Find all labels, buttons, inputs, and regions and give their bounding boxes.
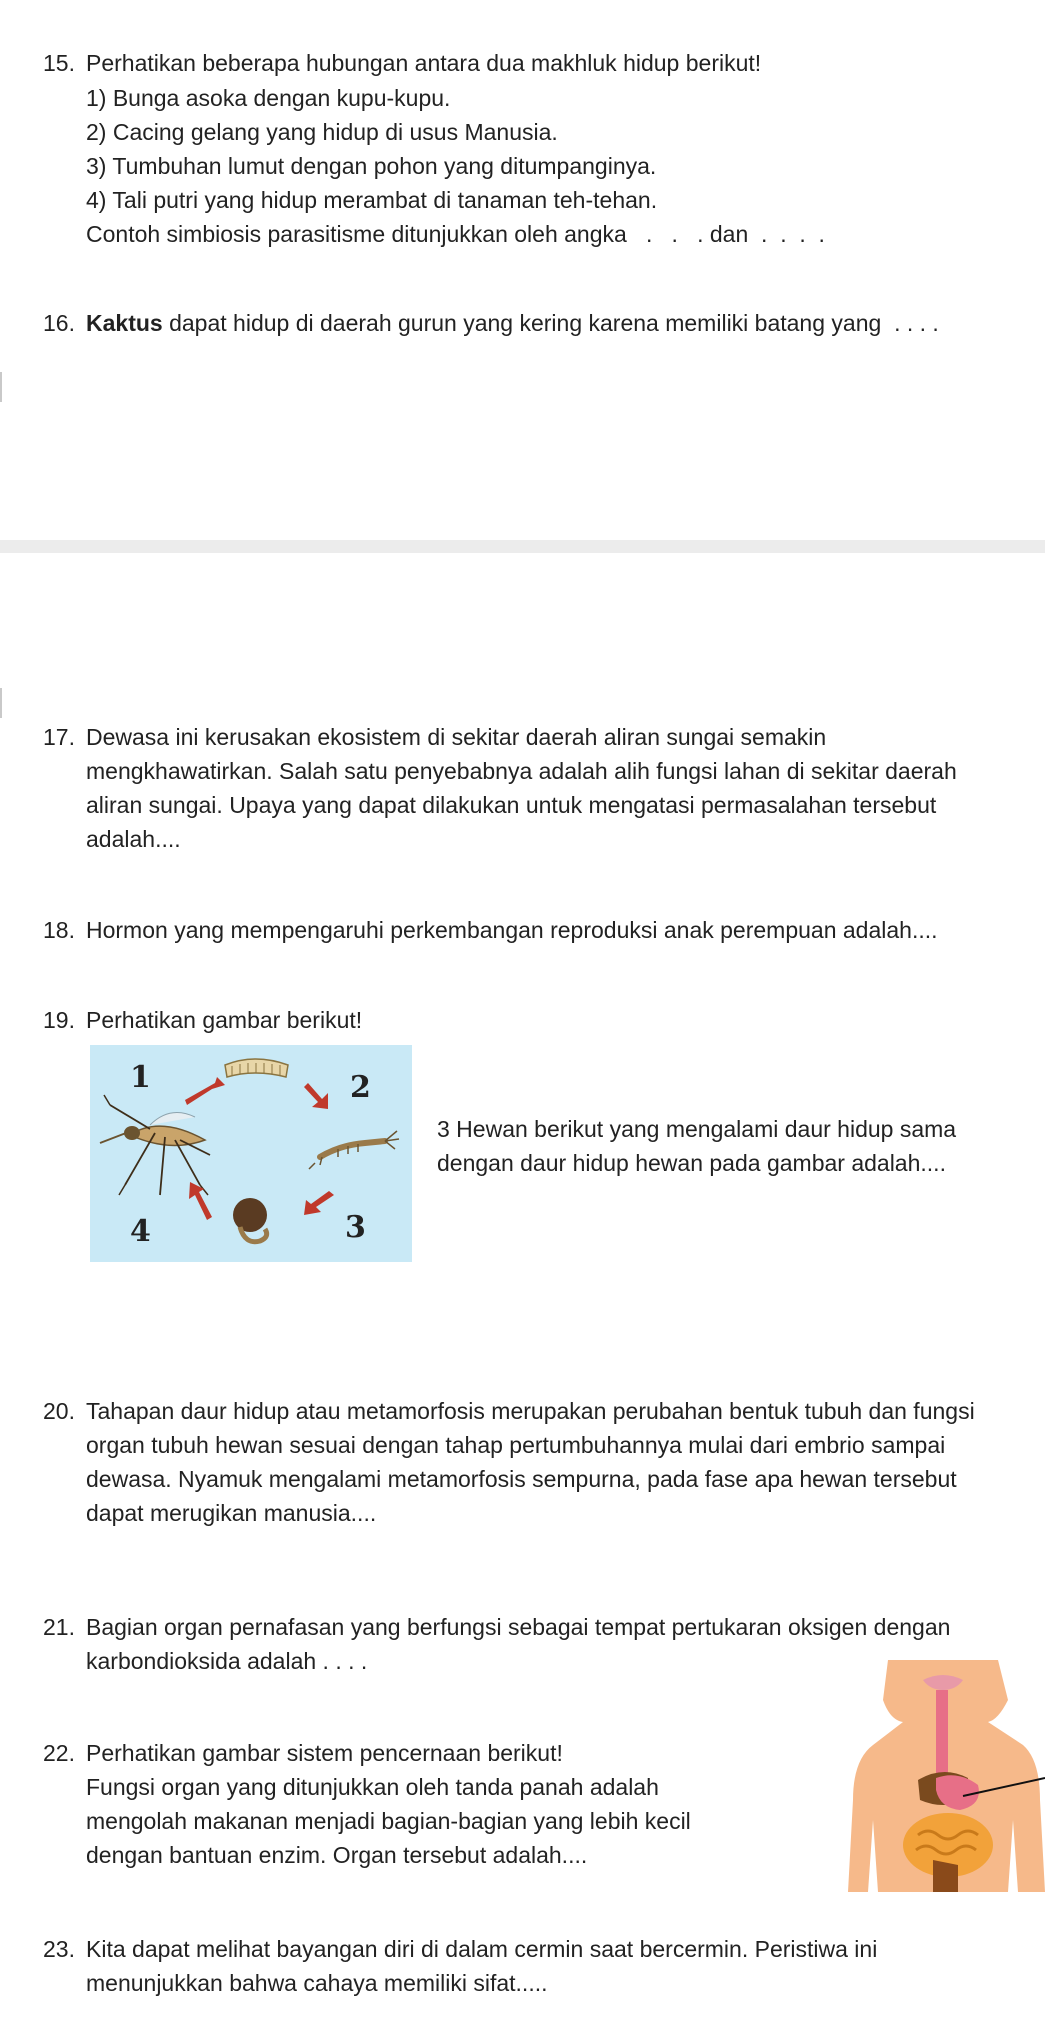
question-line: karbondioksida adalah . . . .: [86, 1648, 368, 1674]
stage-label: 4: [130, 1214, 151, 1249]
question-line: mengkhawatirkan. Salah satu penyebabnya adalah alih fungsi lahan di sekitar daerah: [86, 758, 957, 784]
question-line: dapat merugikan manusia....: [86, 1500, 377, 1526]
question-line: Tahapan daur hidup atau metamorfosis merupakan perubahan bentuk tubuh dan fungsi: [86, 1398, 975, 1424]
question-number: 21.: [43, 1614, 75, 1640]
question-text: [86, 308, 939, 338]
option-item: 4) Tali putri yang hidup merambat di tanaman teh-tehan.: [86, 187, 658, 213]
question-line: organ tubuh hewan sesuai dengan tahap pertumbuhannya mulai dari embrio sampai: [86, 1432, 946, 1458]
option-item: 2) Cacing gelang yang hidup di usus Manusia.: [86, 119, 558, 145]
question-text: Hormon yang mempengaruhi perkembangan reproduksi anak perempuan adalah....: [86, 917, 938, 943]
question-line: aliran sungai. Upaya yang dapat dilakukan untuk mengatasi permasalahan tersebut: [86, 792, 937, 818]
option-item: 1) Bunga asoka dengan kupu-kupu.: [86, 85, 451, 111]
question-number: 17.: [43, 724, 75, 750]
question-line: Dewasa ini kerusakan ekosistem di sekitar daerah aliran sungai semakin: [86, 724, 827, 750]
question-line: dewasa. Nyamuk mengalami metamorfosis sempurna, pada fase apa hewan tersebut: [86, 1466, 957, 1492]
question-number: 19.: [43, 1007, 75, 1033]
question-line: Kita dapat melihat bayangan diri di dalam cermin saat bercermin. Peristiwa ini: [86, 1936, 878, 1962]
question-number: 22.: [43, 1740, 75, 1766]
question-text: Contoh simbiosis parasitisme ditunjukkan oleh angka . . . dan . . . .: [86, 221, 825, 247]
question-number: 20.: [43, 1398, 75, 1424]
stage-label: 3: [345, 1210, 366, 1245]
section-divider: [0, 540, 1045, 553]
stage-label: 1: [130, 1060, 151, 1095]
question-line: adalah....: [86, 826, 181, 852]
question-line: 3 Hewan berikut yang mengalami daur hidup sama: [437, 1116, 957, 1142]
digestive-system-figure: [848, 1660, 1045, 1892]
question-intro: Perhatikan beberapa hubungan antara dua makhluk hidup berikut!: [86, 50, 762, 76]
question-line: dengan daur hidup hewan pada gambar adalah....: [437, 1150, 946, 1176]
edge-marker: [0, 688, 2, 718]
question-line: Fungsi organ yang ditunjukkan oleh tanda panah adalah: [86, 1774, 659, 1800]
question-line: menunjukkan bahwa cahaya memiliki sifat.....: [86, 1970, 548, 1996]
question-line: Perhatikan gambar sistem pencernaan berikut!: [86, 1740, 563, 1766]
option-item: 3) Tumbuhan lumut dengan pohon yang ditumpanginya.: [86, 153, 657, 179]
question-intro: Perhatikan gambar berikut!: [86, 1007, 363, 1033]
question-line: mengolah makanan menjadi bagian-bagian yang lebih kecil: [86, 1808, 691, 1834]
question-line: dengan bantuan enzim. Organ tersebut adalah....: [86, 1842, 588, 1868]
mosquito-life-cycle-figure: [90, 1045, 412, 1262]
question-text-rest: dapat hidup di daerah gurun yang kering karena memiliki batang yang . . . .: [162, 310, 939, 336]
bold-keyword: Kaktus: [86, 310, 163, 336]
question-number: 23.: [43, 1936, 75, 1962]
question-line: Bagian organ pernafasan yang berfungsi sebagai tempat pertukaran oksigen dengan: [86, 1614, 951, 1640]
question-number: 15.: [43, 50, 75, 76]
edge-marker: [0, 372, 2, 402]
question-number: 18.: [43, 917, 75, 943]
stage-label: 2: [350, 1070, 371, 1105]
question-number: 16.: [43, 310, 75, 336]
